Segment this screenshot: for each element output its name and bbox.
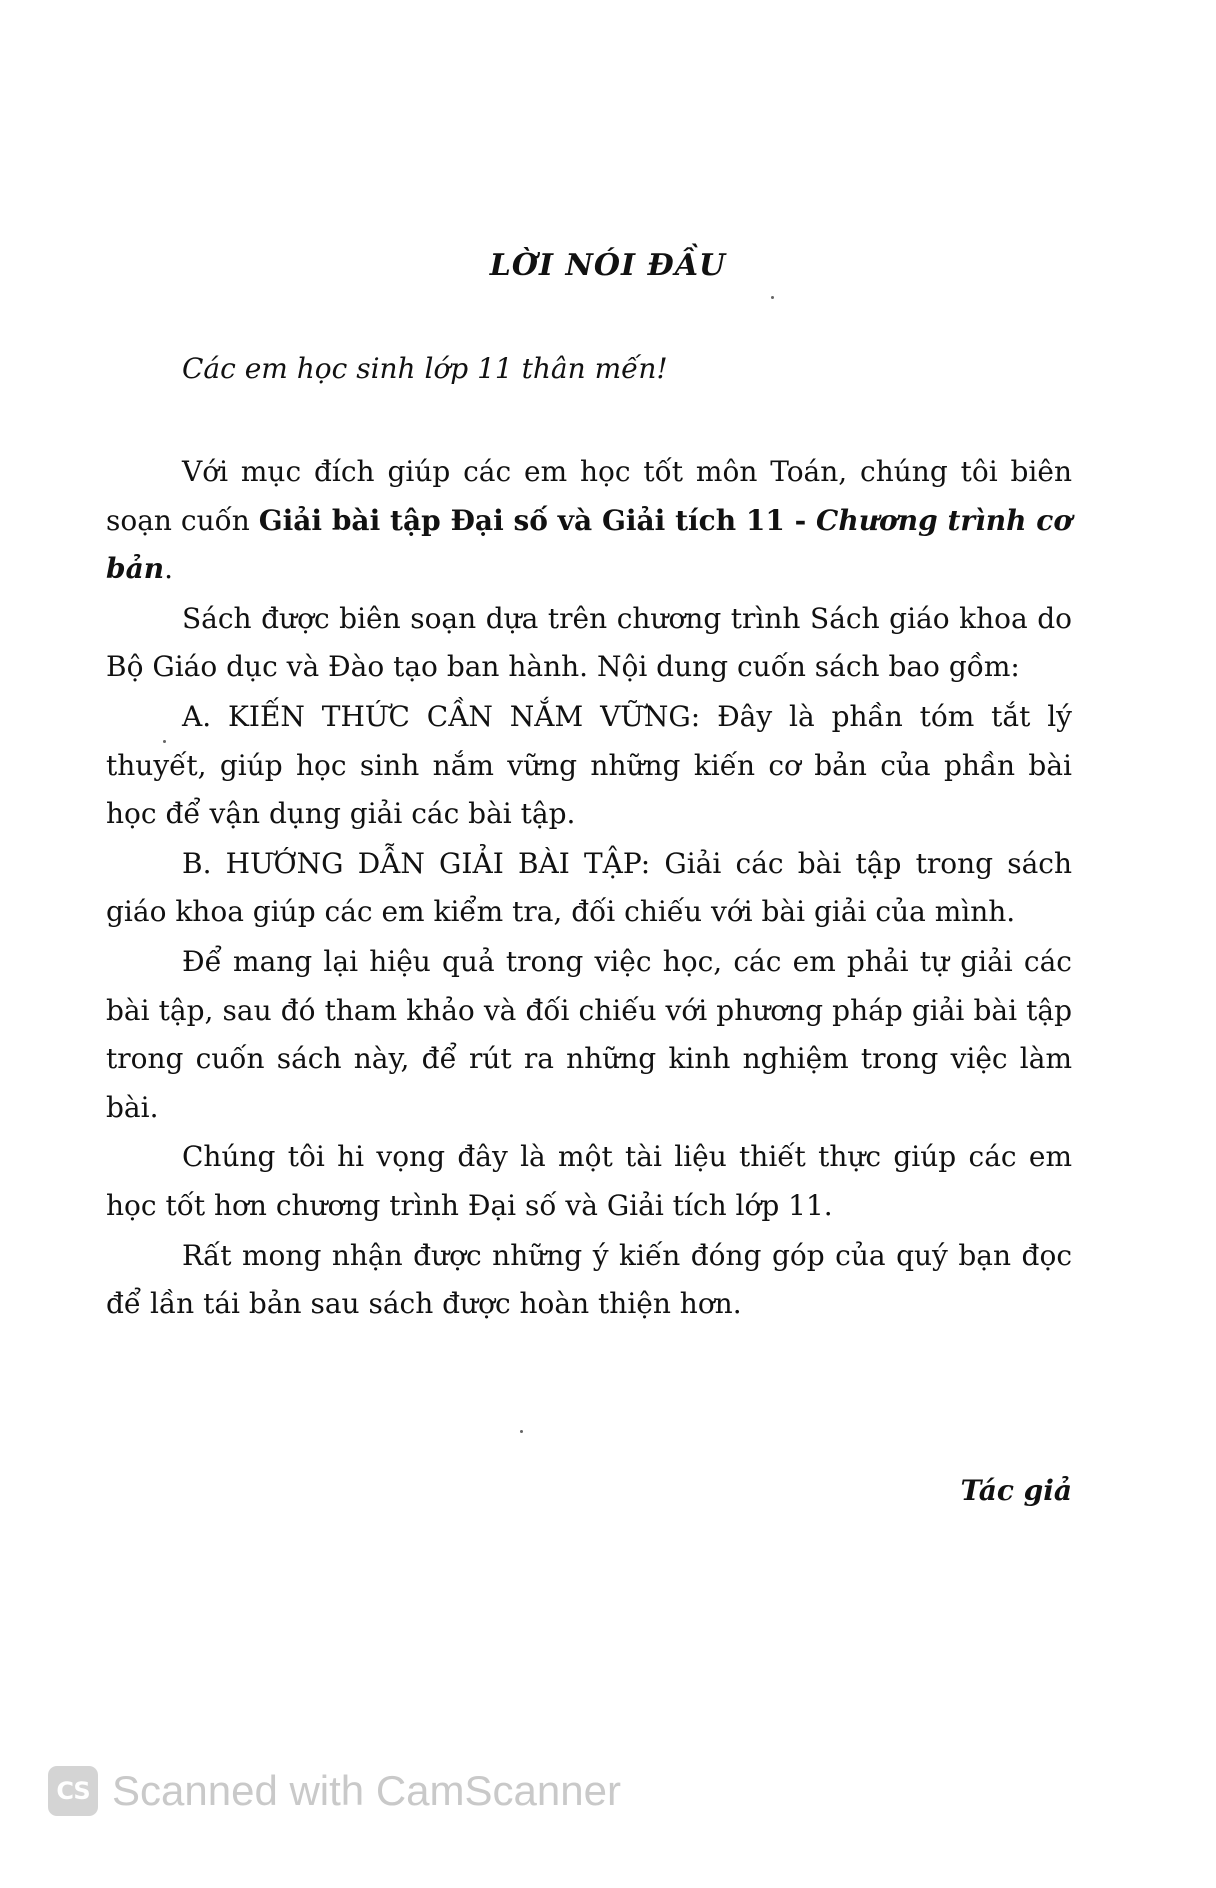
camscanner-logo-text: CS <box>56 1777 90 1805</box>
book-subtitle: Chương trình cơ bản <box>106 503 1072 586</box>
paragraph-hope: Chúng tôi hi vọng đây là một tài liệu thiết thực giúp các em học tốt hơn chương trình Đại số và Giải tích lớp 11. <box>106 1140 1072 1222</box>
scan-speck <box>520 1430 523 1433</box>
scan-speck <box>771 296 774 299</box>
page-title: LỜI NÓI ĐẦU <box>489 248 727 283</box>
watermark-text: Scanned with CamScanner <box>112 1767 621 1814</box>
greeting: Các em học sinh lớp 11 thân mến! <box>182 352 668 385</box>
author-signature: Tác giả <box>960 1474 1072 1507</box>
paragraph-purpose-end: . <box>164 552 173 586</box>
paragraph-feedback: Rất mong nhận được những ý kiến đóng góp của quý bạn đọc để lần tái bản sau sách được hoàn thiện hơn. <box>106 1238 1072 1321</box>
paragraph-advice: Để mang lại hiệu quả trong việc học, các em phải tự giải các bài tập, sau đó tham khảo và đối chiếu với phương pháp giải bài tập trong cuốn sách này, để rút ra những kinh nghiệm trong việc làm bài. <box>106 944 1072 1124</box>
camscanner-watermark <box>48 1762 621 1820</box>
paragraph-section-b: B. HƯỚNG DẪN GIẢI BÀI TẬP: Giải các bài tập trong sách giáo khoa giúp các em kiểm tra, đối chiếu với bài giải của mình. <box>106 846 1072 929</box>
scan-speck <box>163 740 166 743</box>
paragraph-purpose-text: Với mục đích giúp các em học tốt môn Toán, chúng tôi biên soạn cuốn <box>106 455 1072 537</box>
camscanner-logo-icon <box>48 1766 98 1816</box>
book-title: Giải bài tập Đại số và Giải tích 11 - <box>258 503 817 537</box>
paragraph-section-a: A. KIẾN THỨC CẦN NẮM VỮNG: Đây là phần tóm tắt lý thuyết, giúp học sinh nắm vững những kiến cơ bản của phần bài học để vận dụng giải các bài tập. <box>106 699 1072 831</box>
preface-body <box>106 448 1072 1329</box>
paragraph-purpose <box>106 448 1072 594</box>
paragraph-contents: Sách được biên soạn dựa trên chương trình Sách giáo khoa do Bộ Giáo dục và Đào tạo ban hành. Nội dung cuốn sách bao gồm: <box>106 601 1072 684</box>
